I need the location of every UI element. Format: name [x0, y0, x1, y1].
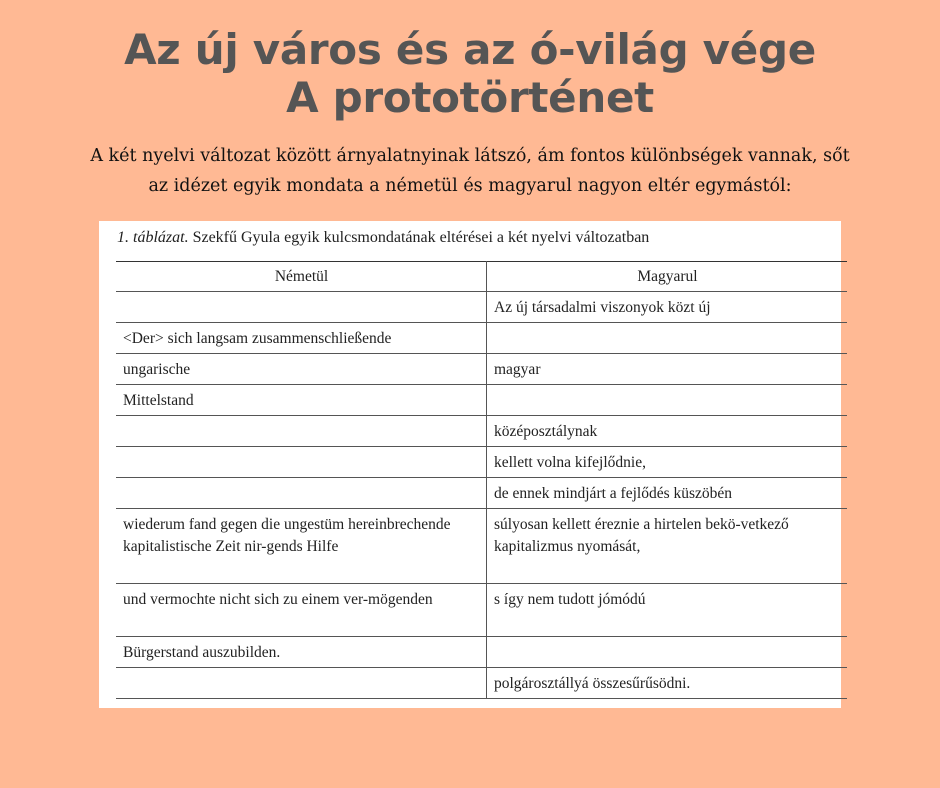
- page-title: Az új város és az ó-világ vége: [124, 25, 816, 74]
- table-row: [116, 447, 847, 478]
- cell-german: [116, 447, 487, 478]
- header-hungarian: Magyarul: [487, 262, 848, 292]
- table-row: [116, 292, 847, 323]
- cell-hungarian: [487, 385, 848, 416]
- page-subtitle: A prototörténet: [286, 73, 654, 122]
- cell-hungarian: polgárosztállyá összesűrűsödni.: [487, 668, 848, 699]
- cell-german: und vermochte nicht sich zu einem ver-mögenden: [116, 584, 487, 637]
- cell-german: wiederum fand gegen die ungestüm hereinbrechende kapitalistische Zeit nir-gends Hilfe: [116, 509, 487, 584]
- table-image: [99, 221, 841, 708]
- table-row: [116, 416, 847, 447]
- table-row: [116, 509, 847, 584]
- cell-hungarian: s így nem tudott jómódú: [487, 584, 848, 637]
- intro-line: A két nyelvi változat között árnyalatnyinak látszó, ám fontos különbségek vannak, sőt: [90, 146, 850, 166]
- cell-hungarian: [487, 637, 848, 668]
- cell-german: Bürgerstand auszubilden.: [116, 637, 487, 668]
- page-header: [0, 26, 940, 122]
- table-row: [116, 478, 847, 509]
- header-german: Németül: [116, 262, 487, 292]
- comparison-table: [116, 261, 847, 699]
- table-row: [116, 668, 847, 699]
- cell-german: [116, 292, 487, 323]
- table-row: [116, 385, 847, 416]
- table-caption-text: Szekfű Gyula egyik kulcsmondatának eltérései a két nyelvi változatban: [188, 229, 650, 246]
- table-caption: [117, 228, 649, 248]
- cell-hungarian: [487, 323, 848, 354]
- cell-hungarian: magyar: [487, 354, 848, 385]
- intro-line: az idézet egyik mondata a németül és magyarul nagyon eltér egymástól:: [148, 176, 792, 196]
- cell-german: ungarische: [116, 354, 487, 385]
- cell-hungarian: súlyosan kellett éreznie a hirtelen bekö-vetkező kapitalizmus nyomását,: [487, 509, 848, 584]
- table-row: [116, 323, 847, 354]
- cell-german: Mittelstand: [116, 385, 487, 416]
- table-row: [116, 637, 847, 668]
- cell-german: [116, 478, 487, 509]
- cell-hungarian: Az új társadalmi viszonyok közt új: [487, 292, 848, 323]
- cell-hungarian: kellett volna kifejlődnie,: [487, 447, 848, 478]
- table-row: [116, 354, 847, 385]
- table-header-row: [116, 262, 847, 292]
- intro-paragraph: [8, 141, 932, 201]
- cell-german: [116, 416, 487, 447]
- table-row: [116, 584, 847, 637]
- cell-german: <Der> sich langsam zusammenschließende: [116, 323, 487, 354]
- cell-german: [116, 668, 487, 699]
- cell-hungarian: de ennek mindjárt a fejlődés küszöbén: [487, 478, 848, 509]
- cell-hungarian: középosztálynak: [487, 416, 848, 447]
- table-caption-number: 1. táblázat.: [117, 229, 189, 246]
